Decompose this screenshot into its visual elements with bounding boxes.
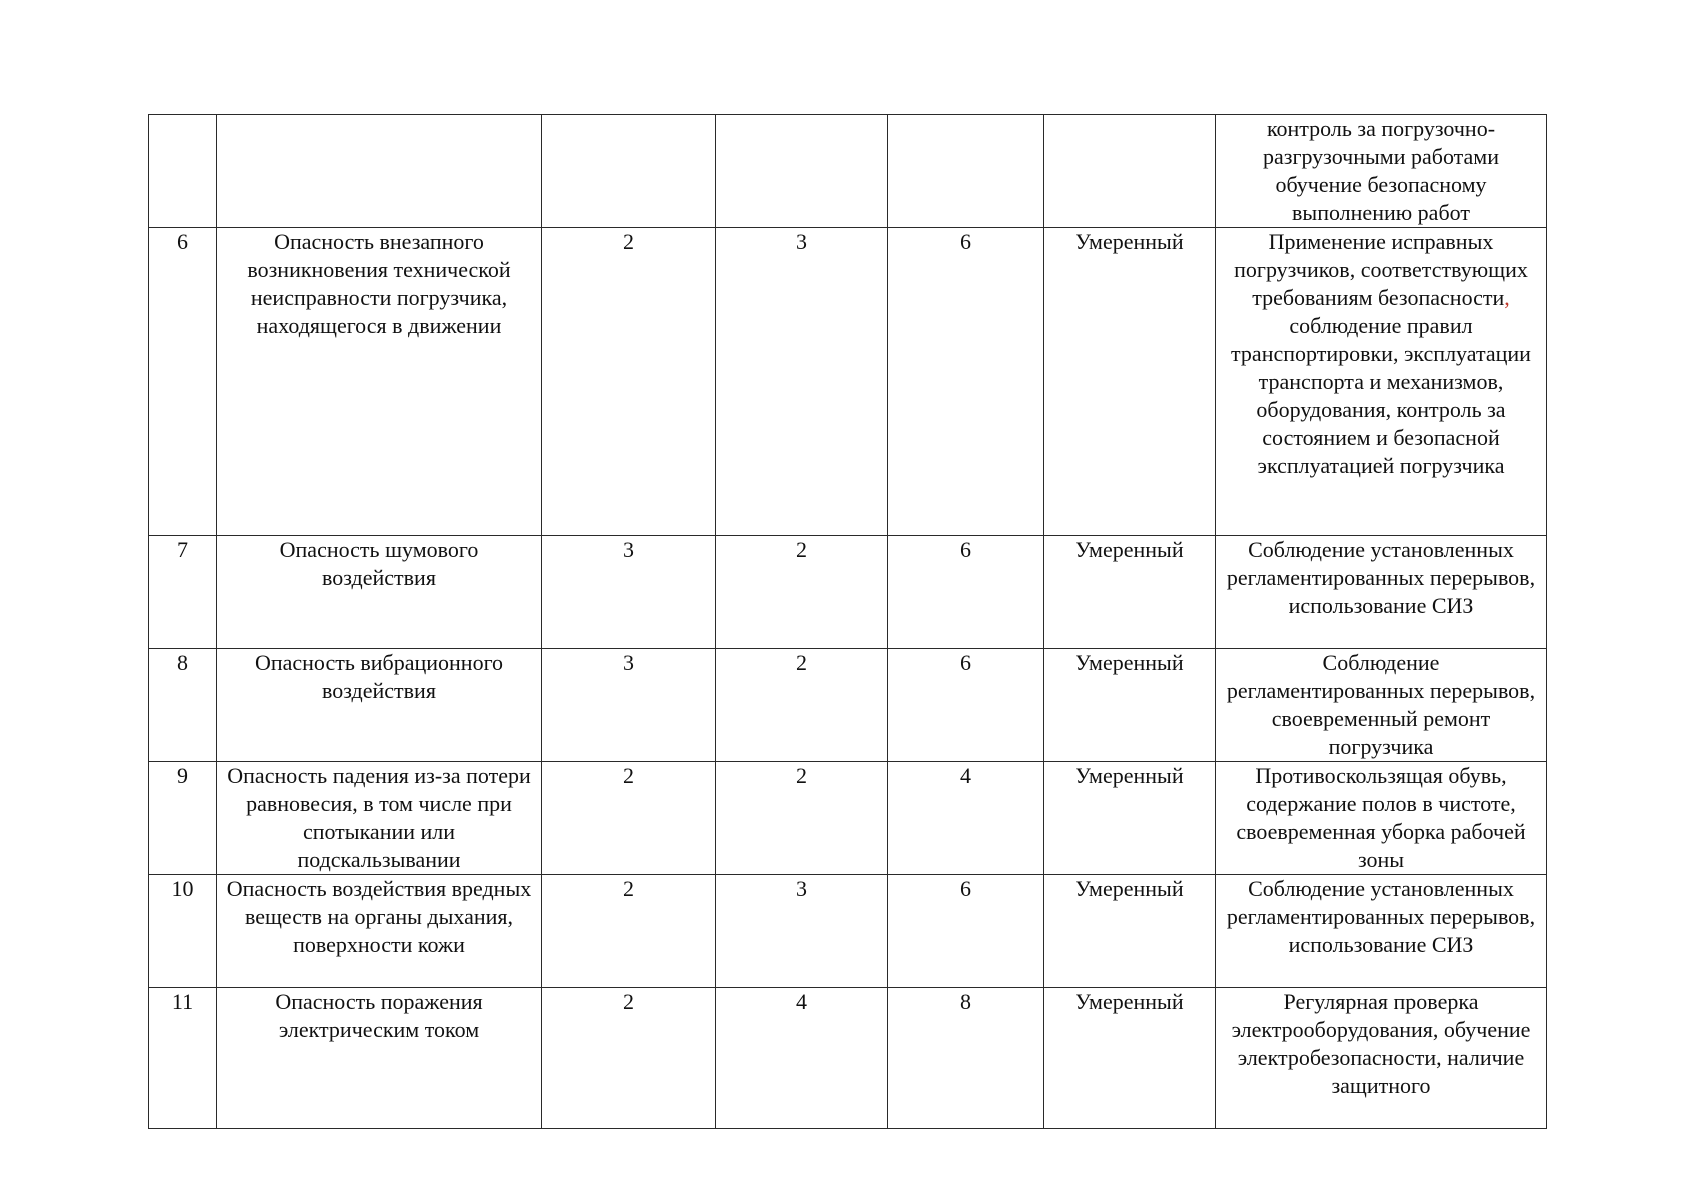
severity-cell: 2	[716, 649, 888, 762]
table-row	[149, 115, 1547, 228]
severity-cell: 3	[716, 875, 888, 988]
hazard-cell: Опасность воздействия вредных веществ на органы дыхания, поверхности кожи	[217, 875, 542, 988]
risk-level-cell: Умеренный	[1044, 228, 1216, 536]
row-number: 9	[149, 762, 217, 875]
risk-assessment-table	[148, 114, 1547, 1129]
table-row	[149, 988, 1547, 1129]
hazard-cell: Опасность шумового воздействия	[217, 536, 542, 649]
measures-text-part-1: Применение исправных погрузчиков, соответствующих требованиям безопасности	[1234, 229, 1528, 310]
severity-cell	[716, 115, 888, 228]
severity-cell: 2	[716, 762, 888, 875]
row-number: 10	[149, 875, 217, 988]
row-number: 11	[149, 988, 217, 1129]
risk-level-cell: Умеренный	[1044, 875, 1216, 988]
hazard-cell: Опасность поражения электрическим током	[217, 988, 542, 1129]
score-cell	[888, 115, 1044, 228]
table-row	[149, 875, 1547, 988]
risk-level-cell: Умеренный	[1044, 988, 1216, 1129]
risk-level-cell: Умеренный	[1044, 649, 1216, 762]
probability-cell: 3	[542, 649, 716, 762]
table-row	[149, 228, 1547, 536]
measures-cell: Соблюдение регламентированных перерывов, своевременный ремонт погрузчика	[1216, 649, 1547, 762]
risk-level-cell: Умеренный	[1044, 762, 1216, 875]
measures-cell: Соблюдение установленных регламентированных перерывов, использование СИЗ	[1216, 875, 1547, 988]
hazard-cell: Опасность падения из-за потери равновесия, в том числе при спотыкании или подскальзывании	[217, 762, 542, 875]
probability-cell: 3	[542, 536, 716, 649]
probability-cell: 2	[542, 988, 716, 1129]
severity-cell: 3	[716, 228, 888, 536]
hazard-cell: Опасность внезапного возникновения технической неисправности погрузчика, находящегося в движении	[217, 228, 542, 536]
probability-cell: 2	[542, 228, 716, 536]
measures-cell	[1216, 228, 1547, 536]
score-cell: 6	[888, 649, 1044, 762]
probability-cell: 2	[542, 762, 716, 875]
score-cell: 6	[888, 228, 1044, 536]
severity-cell: 4	[716, 988, 888, 1129]
measures-cell: Соблюдение установленных регламентированных перерывов, использование СИЗ	[1216, 536, 1547, 649]
score-cell: 6	[888, 875, 1044, 988]
table-row	[149, 762, 1547, 875]
risk-level-cell: Умеренный	[1044, 536, 1216, 649]
hazard-cell	[217, 115, 542, 228]
risk-level-cell	[1044, 115, 1216, 228]
probability-cell: 2	[542, 875, 716, 988]
measures-text-part-2: соблюдение правил транспортировки, эксплуатации транспорта и механизмов, оборудования, контроль за состоянием и безопасной эксплуатацией погрузчика	[1231, 313, 1531, 478]
row-number: 8	[149, 649, 217, 762]
row-number: 7	[149, 536, 217, 649]
measures-cell: Противоскользящая обувь, содержание полов в чистоте, своевременная уборка рабочей зоны	[1216, 762, 1547, 875]
measures-cell: контроль за погрузочно-разгрузочными работами обучение безопасному выполнению работ	[1216, 115, 1547, 228]
hazard-cell: Опасность вибрационного воздействия	[217, 649, 542, 762]
probability-cell	[542, 115, 716, 228]
score-cell: 6	[888, 536, 1044, 649]
red-comma: ,	[1504, 285, 1510, 310]
score-cell: 4	[888, 762, 1044, 875]
measures-cell: Регулярная проверка электрооборудования, обучение электробезопасности, наличие защитного	[1216, 988, 1547, 1129]
row-number: 6	[149, 228, 217, 536]
row-number	[149, 115, 217, 228]
score-cell: 8	[888, 988, 1044, 1129]
table-row	[149, 649, 1547, 762]
table-row	[149, 536, 1547, 649]
severity-cell: 2	[716, 536, 888, 649]
